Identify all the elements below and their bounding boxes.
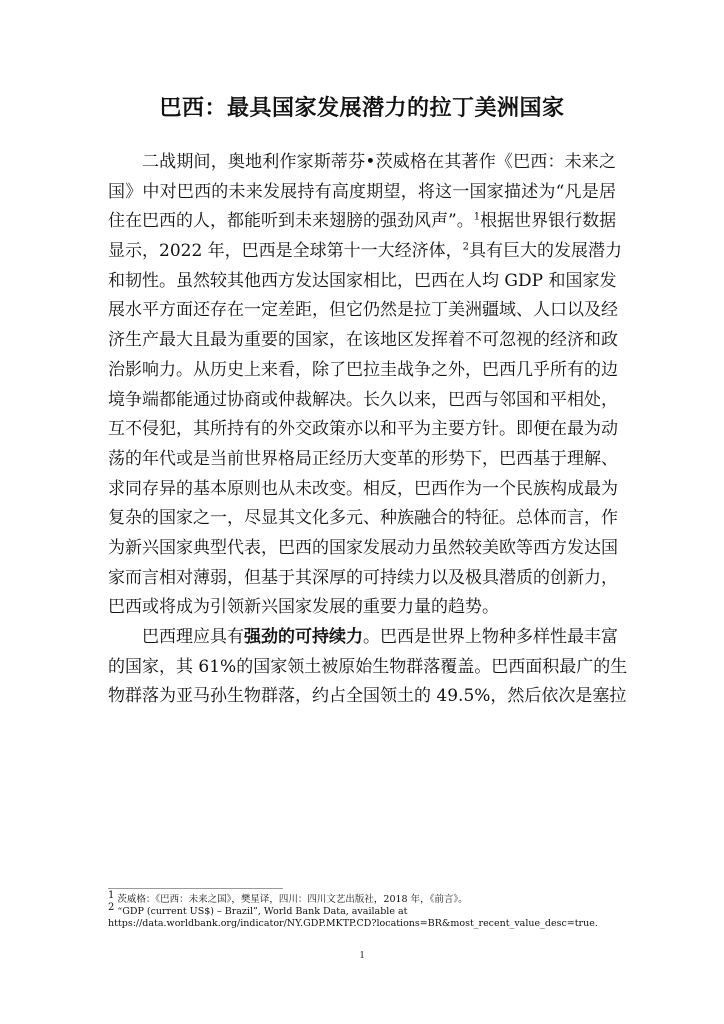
page-title: 巴西：最具国家发展潜力的拉丁美洲国家 xyxy=(159,95,565,121)
footnote-divider xyxy=(108,888,283,889)
paragraph-line-segment: 。巴西是世界上物种多样性最丰富 xyxy=(363,627,618,647)
body-text xyxy=(108,148,628,712)
footnote-link[interactable]: https://data.worldbank.org/indicator/NY.GDP.MKTP.CD?locations=BR&most_recent_value_desc=true. xyxy=(108,918,598,930)
paragraph-line: 家而言相对薄弱，但基于其深厚的可持续力以及极具潜质的创新力， xyxy=(108,567,618,588)
page-number: 1 xyxy=(359,950,365,961)
emphasis-text: 强劲的可持续力 xyxy=(244,627,363,647)
paragraph-line: 展水平方面还存在一定差距，但它仍然是拉丁美洲疆域、人口以及经 xyxy=(108,300,618,321)
paragraph-line xyxy=(108,207,616,237)
paragraph-line-segment: 巴西理应具有 xyxy=(142,627,244,647)
footnote-ref-1[interactable]: 1 xyxy=(473,211,481,223)
paragraph-line: 互不侵犯，其所持有的外交政策亦以和平为主要方针。即便在最为动 xyxy=(108,419,618,440)
paragraph-line-segment: 具有巨大的发展潜力 xyxy=(469,241,623,262)
paragraph-line: 为新兴国家典型代表，巴西的国家发展动力虽然较美欧等西方发达国 xyxy=(108,537,618,558)
paragraph-line: 国》中对巴西的未来发展持有高度期望，将这一国家描述为“凡是居 xyxy=(108,181,616,202)
footnote-1 xyxy=(108,889,628,906)
paragraph-line xyxy=(108,623,616,653)
paragraph-line-segment: 显示，2022 年，巴西是全球第十一大经济体， xyxy=(108,241,463,262)
paragraph-line-segment: 根据世界银行数据 xyxy=(480,211,617,232)
paragraph-line: 的国家，其 61%的国家领土被原始生物群落覆盖。巴西面积最广的生 xyxy=(108,656,628,677)
paragraph-line-segment: 住在巴西的人，都能听到未来翅膀的强劲风声”。 xyxy=(108,211,474,232)
paragraph-line: 济生产最大且最为重要的国家，在该地区发挥着不可忽视的经济和政 xyxy=(108,330,618,351)
paragraph-1 xyxy=(108,148,623,623)
footnote-2 xyxy=(108,902,628,918)
paragraph-line: 荡的年代或是当前世界格局正经历大变革的形势下，巴西基于理解、 xyxy=(108,448,618,469)
paragraph-line: 物群落为亚马孙生物群落，约占全国领土的 49.5%，然后依次是塞拉 xyxy=(108,686,627,707)
paragraph-line: 和韧性。虽然较其他西方发达国家相比，巴西在人均 GDP 和国家发 xyxy=(108,270,617,291)
footnote-text: “GDP (current US$) – Brazil”, World Bank Data, available at xyxy=(117,906,408,918)
paragraph-line: 复杂的国家之一，尽显其文化多元、种族融合的特征。总体而言，作 xyxy=(108,508,618,529)
footnote-marker: 1 xyxy=(108,889,115,901)
footnote-marker: 2 xyxy=(108,902,115,914)
footnote-text: 茨威格：《巴西：未来之国》，樊星译，四川：四川文艺出版社，2018 年，《前言》。 xyxy=(117,894,468,905)
paragraph-line: 求同存异的基本原则也从未改变。相反，巴西作为一个民族构成最为 xyxy=(108,478,618,499)
paragraph-line xyxy=(108,237,623,267)
paragraph-line: 境争端都能通过协商或仲裁解决。长久以来，巴西与邻国和平相处， xyxy=(108,389,618,410)
footnotes xyxy=(108,889,628,931)
footnote-ref-2[interactable]: 2 xyxy=(462,241,470,253)
paragraph-line: 巴西或将成为引领新兴国家发展的重要力量的趋势。 xyxy=(108,597,499,618)
paragraph-line: 治影响力。从历史上来看，除了巴拉圭战争之外，巴西几乎所有的边 xyxy=(108,359,618,380)
paragraph-2 xyxy=(108,623,628,712)
paragraph-line: 二战期间，奥地利作家斯蒂芬•茨威格在其著作《巴西：未来之 xyxy=(142,152,616,172)
